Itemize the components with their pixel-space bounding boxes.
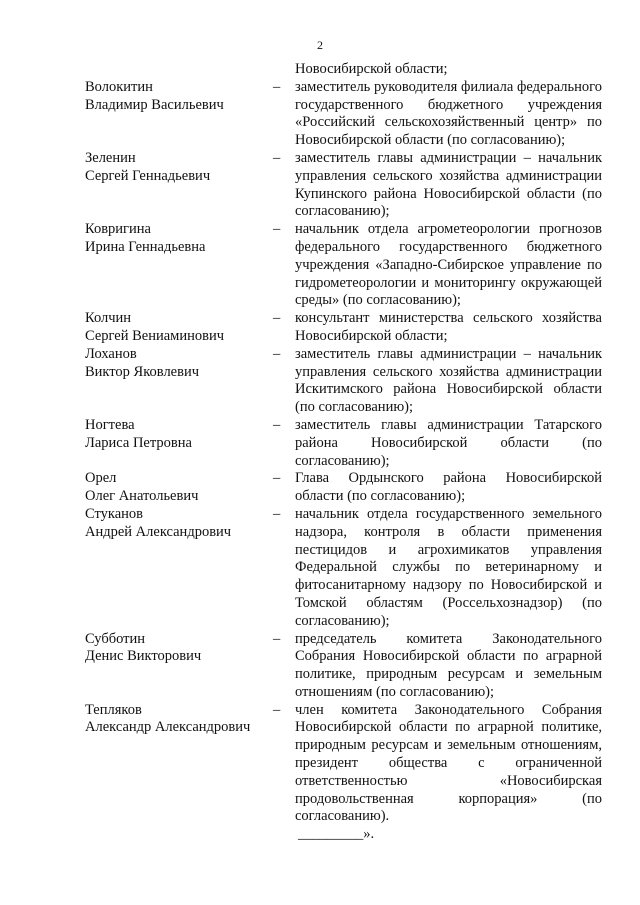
member-name (85, 221, 273, 257)
member-given-names: Ирина Геннадьевна (85, 238, 206, 255)
member-row (85, 150, 603, 221)
member-position: заместитель главы администрации Татарского района Новосибирской области (по согласованию); (295, 416, 602, 469)
member-row (85, 310, 603, 346)
member-surname: Ногтева (85, 416, 135, 433)
member-name (85, 310, 273, 346)
page-number: 2 (317, 38, 323, 52)
member-given-names: Денис Викторович (85, 648, 202, 665)
member-position: член комитета Законодательного Собрания Новосибирской области по аграрной политике, природным ресурсам и земельным отношениям, президент общества с ограниченной ответственностью «Новосибирская продовольственная корпорация» (по согласованию). (295, 701, 602, 825)
member-row (85, 631, 603, 702)
member-surname: Ковригина (85, 221, 151, 238)
member-name (85, 470, 273, 506)
separator-dash: – (273, 221, 281, 238)
member-row (85, 79, 603, 150)
member-given-names: Сергей Геннадьевич (85, 167, 211, 184)
member-surname: Зеленин (85, 149, 136, 166)
member-row (85, 506, 603, 631)
member-surname: Орел (85, 470, 117, 487)
member-given-names: Владимир Васильевич (85, 96, 224, 113)
commission-member-list (85, 61, 603, 844)
member-name (85, 631, 273, 667)
separator-dash: – (273, 630, 281, 647)
member-row (85, 221, 603, 310)
separator-dash: – (273, 149, 281, 166)
member-position: заместитель руководителя филиала федерального государственного бюджетного учреждения «Российский сельскохозяйственный центр» по Новосибирской области (по согласованию); (295, 78, 602, 149)
member-name (85, 346, 273, 382)
member-given-names: Виктор Яковлевич (85, 363, 200, 380)
member-row (85, 702, 603, 827)
member-surname: Волокитин (85, 78, 153, 95)
member-given-names: Лариса Петровна (85, 434, 192, 451)
member-name (85, 79, 273, 115)
continuation-row (85, 61, 603, 79)
member-position: начальник отдела агрометеорологии прогнозов федерального государственного бюджетного учреждения «Западно-Сибирское управление по гидрометеорологии и мониторингу окружающей среды» (по согласованию); (295, 221, 602, 309)
member-given-names: Андрей Александрович (85, 523, 232, 540)
member-position: председатель комитета Законодательного Собрания Новосибирской области по аграрной политике, природным ресурсам и земельным отношениям (по согласованию); (295, 630, 602, 700)
member-name (85, 702, 273, 738)
separator-dash: – (273, 470, 281, 487)
member-surname: Тепляков (85, 701, 142, 718)
member-given-names: Сергей Вениаминович (85, 327, 225, 344)
member-surname: Колчин (85, 310, 132, 327)
member-row (85, 346, 603, 417)
separator-dash: – (273, 345, 281, 362)
member-position: Глава Ордынского района Новосибирской области (по согласованию); (295, 470, 602, 505)
closing-mark: _________». (298, 826, 375, 843)
member-given-names: Олег Анатольевич (85, 488, 199, 505)
member-name (85, 417, 273, 453)
member-position: консультант министерства сельского хозяйства Новосибирской области; (295, 310, 602, 344)
member-row (85, 470, 603, 506)
member-position: начальник отдела государственного земельного надзора, контроля в области применения пестицидов и агрохимикатов управления Федеральной службы по ветеринарному и фитосанитарному надзору по Новосибирской и Томской областям (Россельхознадзор) (по согласованию); (295, 505, 602, 629)
member-surname: Лоханов (85, 345, 137, 362)
separator-dash: – (273, 310, 281, 327)
member-name (85, 150, 273, 186)
member-surname: Стуканов (85, 505, 143, 522)
members-list (85, 79, 603, 826)
member-given-names: Александр Александрович (85, 719, 251, 736)
separator-dash: – (273, 416, 281, 433)
continuation-text: Новосибирской области; (295, 61, 448, 77)
separator-dash: – (273, 505, 281, 522)
separator-dash: – (273, 78, 281, 95)
member-name (85, 506, 273, 542)
member-surname: Субботин (85, 630, 146, 647)
member-position: заместитель главы администрации – начальник управления сельского хозяйства администрации Купинского района Новосибирской области (по согласованию); (295, 149, 602, 220)
separator-dash: – (273, 701, 281, 718)
member-row (85, 417, 603, 470)
member-position: заместитель главы администрации – начальник управления сельского хозяйства администрации Искитимского района Новосибирской области (по согласованию); (295, 345, 602, 416)
